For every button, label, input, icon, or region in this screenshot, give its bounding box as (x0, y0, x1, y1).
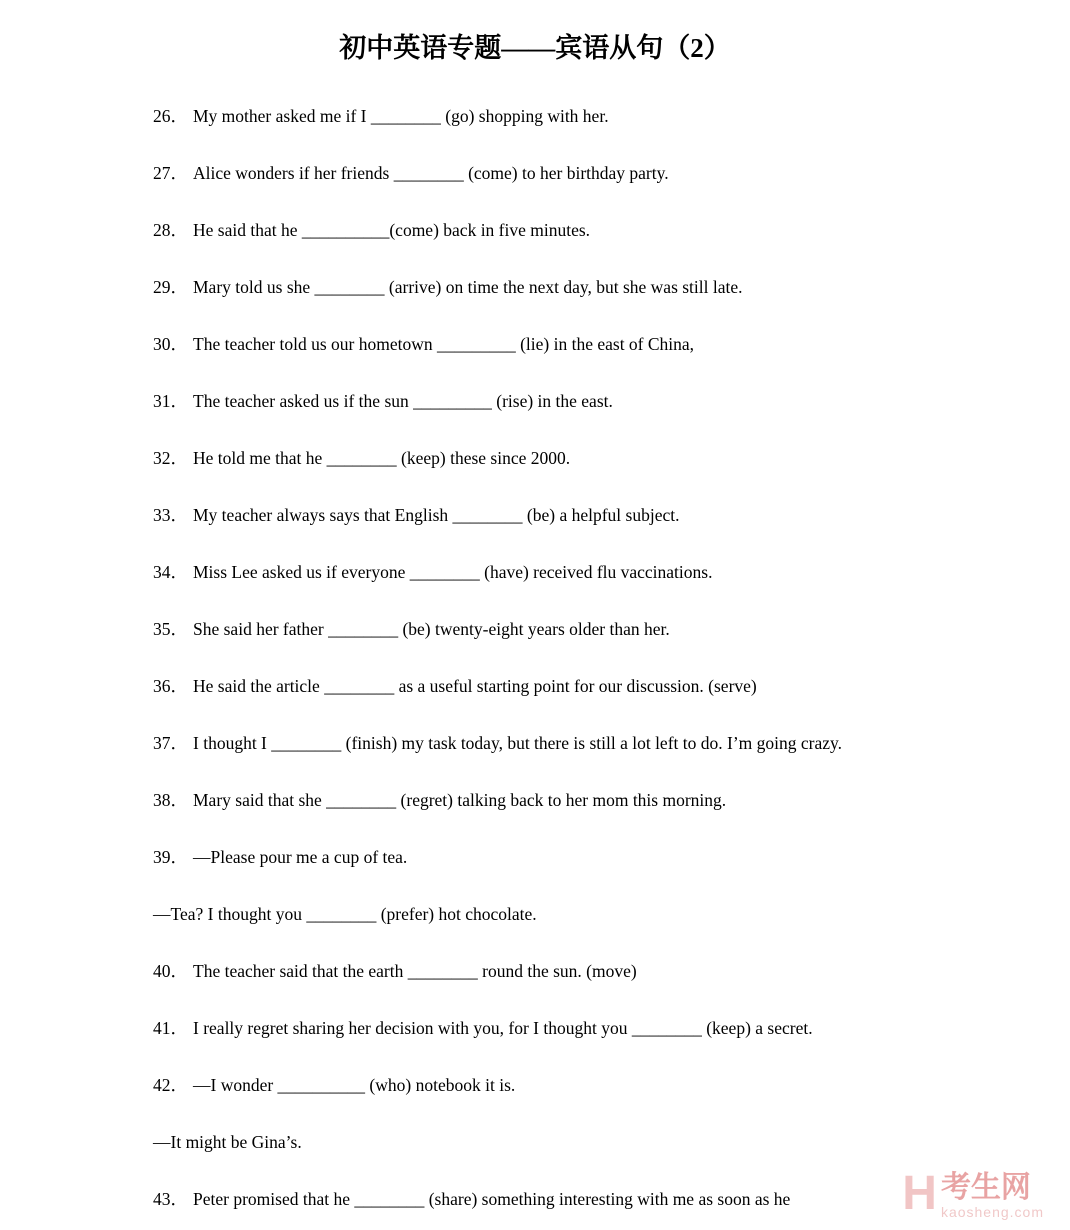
question-text: Miss Lee asked us if everyone ________ (have) received flu vaccinations. (193, 562, 713, 582)
question-number: 30． (153, 334, 188, 354)
question-number: 40． (153, 961, 188, 981)
question-number: 29． (153, 277, 188, 297)
question-line (153, 105, 1050, 127)
question-text: My mother asked me if I ________ (go) shopping with her. (193, 106, 609, 126)
question-list (153, 105, 1050, 1210)
question-line (153, 1017, 1050, 1039)
question-number: 31． (153, 391, 188, 411)
question-text: Mary told us she ________ (arrive) on time the next day, but she was still late. (193, 277, 743, 297)
question-text: —Please pour me a cup of tea. (193, 847, 408, 867)
question-line (153, 276, 1050, 298)
question-line (153, 219, 1050, 241)
question-number: 39． (153, 847, 188, 867)
question-number: 27． (153, 163, 188, 183)
question-text: My teacher always says that English ________ (be) a helpful subject. (193, 505, 680, 525)
question-line (153, 333, 1050, 355)
question-line (153, 618, 1050, 640)
question-line (153, 504, 1050, 526)
question-text: Alice wonders if her friends ________ (come) to her birthday party. (193, 163, 669, 183)
question-line (153, 960, 1050, 982)
question-line (153, 162, 1050, 184)
watermark-brand-text: 考生网 (940, 1171, 1031, 1204)
question-number: 42． (153, 1075, 188, 1095)
question-text: She said her father ________ (be) twenty-eight years older than her. (193, 619, 670, 639)
question-text: The teacher said that the earth ________ round the sun. (move) (193, 961, 637, 981)
question-text: —I wonder __________ (who) notebook it is. (193, 1075, 516, 1095)
question-number: 37． (153, 733, 188, 753)
question-line (153, 675, 1050, 697)
question-text: The teacher asked us if the sun _________ (rise) in the east. (193, 391, 613, 411)
question-number: 38． (153, 790, 188, 810)
question-line (153, 390, 1050, 412)
question-number: 28． (153, 220, 188, 240)
question-line (153, 732, 1050, 754)
question-number: 33． (153, 505, 188, 525)
question-text: —It might be Gina’s. (153, 1132, 302, 1152)
question-line (153, 846, 1050, 868)
question-line (153, 447, 1050, 469)
question-text: Peter promised that he ________ (share) something interesting with me as soon as he (193, 1189, 791, 1209)
question-line (153, 903, 1050, 925)
question-number: 34． (153, 562, 188, 582)
question-line (153, 789, 1050, 811)
question-line (153, 1074, 1050, 1096)
question-text: He said the article ________ as a useful starting point for our discussion. (serve) (193, 676, 757, 696)
watermark (902, 1167, 1044, 1220)
question-text: He said that he __________(come) back in five minutes. (193, 220, 591, 240)
page-title: 初中英语专题——宾语从句（2） (339, 33, 731, 63)
question-text: Mary said that she ________ (regret) talking back to her mom this morning. (193, 790, 727, 810)
watermark-domain-text: kaosheng.com (940, 1204, 1044, 1220)
question-text: He told me that he ________ (keep) these since 2000. (193, 448, 571, 468)
question-line (153, 561, 1050, 583)
question-number: 32． (153, 448, 188, 468)
question-text: I really regret sharing her decision with you, for I thought you ________ (keep) a secret. (193, 1018, 813, 1038)
question-number: 26． (153, 106, 188, 126)
question-text: I thought I ________ (finish) my task today, but there is still a lot left to do. I’m going crazy. (193, 733, 843, 753)
watermark-logo-icon: H (902, 1167, 937, 1220)
question-number: 41． (153, 1018, 188, 1038)
question-text: —Tea? I thought you ________ (prefer) hot chocolate. (153, 904, 537, 924)
question-number: 35． (153, 619, 188, 639)
question-line (153, 1131, 1050, 1153)
question-text: The teacher told us our hometown _________ (lie) in the east of China, (193, 334, 695, 354)
question-number: 36． (153, 676, 188, 696)
question-number: 43． (153, 1189, 188, 1209)
